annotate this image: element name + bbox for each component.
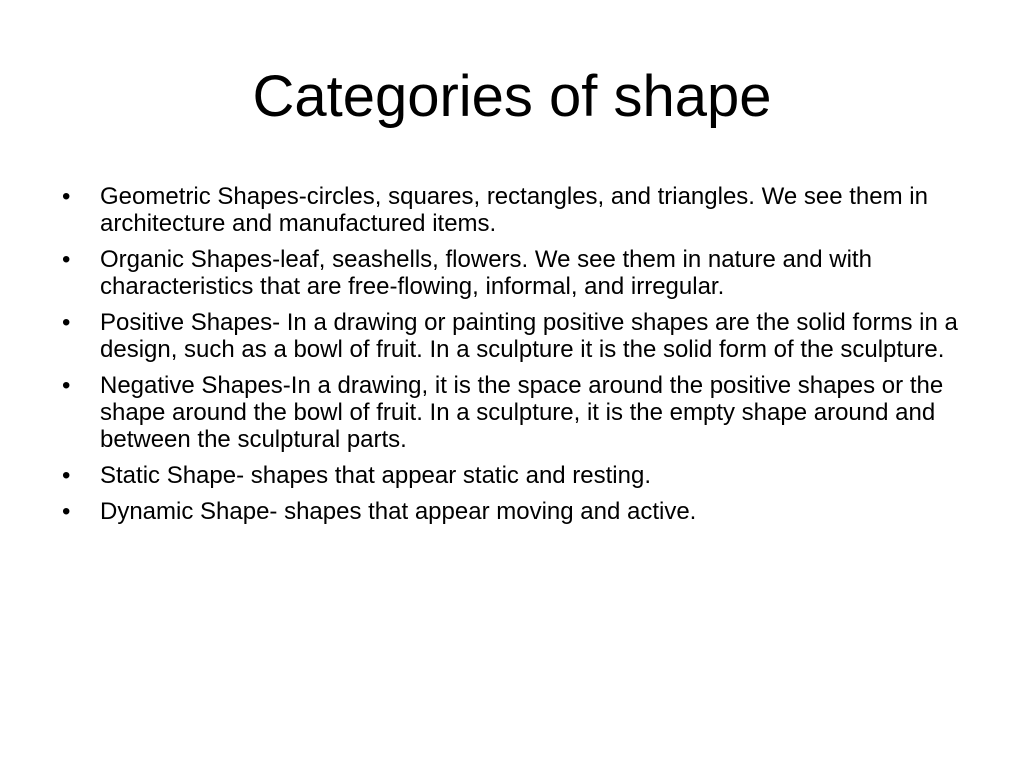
bullet-marker: • (62, 498, 71, 525)
bullet-text: Organic Shapes-leaf, seashells, flowers. We see them in nature and with characteristics that are free-flowing, informal, and irregular. (100, 246, 872, 300)
bullet-marker: • (62, 309, 71, 336)
bullet-item-geometric (62, 183, 972, 237)
slide-title: Categories of shape (252, 64, 772, 129)
bullet-text: Positive Shapes- In a drawing or painting positive shapes are the solid forms in a design, such as a bowl of fruit. In a sculpture it is the solid form of the sculpture. (100, 309, 958, 363)
bullet-text: Static Shape- shapes that appear static and resting. (100, 462, 652, 489)
bullet-list (62, 183, 972, 534)
bullet-text: Negative Shapes-In a drawing, it is the space around the positive shapes or the shape around the bowl of fruit. In a sculpture, it is the empty shape around and between the sculptural parts. (100, 372, 944, 453)
bullet-text: Dynamic Shape- shapes that appear moving and active. (100, 498, 697, 525)
bullet-item-static (62, 462, 972, 489)
bullet-text: Geometric Shapes-circles, squares, rectangles, and triangles. We see them in architecture and manufactured items. (100, 183, 928, 237)
bullet-item-negative (62, 372, 972, 453)
bullet-item-positive (62, 309, 972, 363)
bullet-item-dynamic (62, 498, 972, 525)
bullet-marker: • (62, 183, 71, 210)
bullet-marker: • (62, 462, 71, 489)
bullet-marker: • (62, 246, 71, 273)
bullet-marker: • (62, 372, 71, 399)
bullet-item-organic (62, 246, 972, 300)
